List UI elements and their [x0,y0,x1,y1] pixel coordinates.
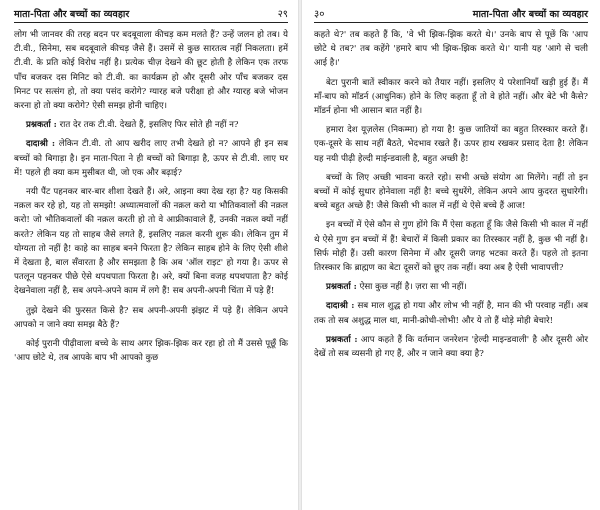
speaker-label: दादाश्री : [26,139,56,150]
left-page [0,0,298,510]
speaker-label: प्रश्नकर्ता : [326,282,357,293]
left-paragraph: नयी पैंट पहनकर बार-बार शीशा देखते हैं। अरे, आइना क्या देख रहा है? यह किसकी नक़ल कर रहे हो, यह तो समझो! अध्यात्मवालों की नक़ल करो या भौतिकवालों की नक़ल करो! जो भौतिकवालों की नक़ल करती हो तो वे आफ्रीकावाले हैं, उनकी नक़ल क्यों नहीं करते? लेकिन यह तो साहब जैसे लगते हैं, इसलिए नक़ल करनी शुरू की। लेकिन तुम में योग्यता तो नहीं है! काहे का साहब बनने फिरता है? लेकिन साहब होने के लिए ऐसी शीशे में देखता है, बाल सँवारता है और समझता है कि अब 'ऑल राइट' हो गया है। ऊपर से पतलून पहनकर पीछे ऐसे थपथपाता फिरता है। अरे, क्यों बिना वजह थपथपाता है? कोई देखनेवाला नहीं है, सब अपने-अपने काम में लगे हैं! सब अपनी-अपनी चिंता में पड़े हैं! [14,187,288,297]
left-paragraph: तुझे देखने की फुरसत किसे है? सब अपनी-अपनी झंझट में पड़े हैं। लेकिन अपने आपको न जाने क्या समझ बैठे हैं? [14,305,288,330]
left-paragraph: कोई पुरानी पीढ़ीवाला बच्चे के साथ अगर झिक-झिक कर रहा हो तो मैं उससे पूछूँ कि 'आप छोटे थे, तब आपके बाप भी आपको कुछ [14,339,288,364]
right-paragraph: दादाश्री : सब माल शुद्ध हो गया और लोभ भी नहीं है, मान की भी परवाह नहीं। अब तक तो सब अशुद्ध माल था, मानी-क्रोधी-लोभी! और ये तो हैं थोड़े मोही बेचारे! [314,301,588,326]
right-page [302,0,600,510]
left-paragraph: दादाश्री : लेकिन टी.वी. तो आप खरीद लाए तभी देखते हो न? आपने ही इन सब बच्चों को बिगाड़ा है। इन माता-पिता ने ही बच्चों को बिगाड़ा है, ऊपर से टी.वी. लाए घर में! पहले ही क्या कम मुसीबत थी, जो एक और बढ़ाई? [14,139,288,178]
left-paragraph: प्रश्नकर्ता : रात देर तक टी.वी. देखते हैं, इसलिए फिर सोते ही नहीं न? [26,120,239,131]
right-paragraph: प्रश्नकर्ता : आप कहते हैं कि वर्तमान जनरेशन 'हेल्दी माइन्डवाली' है और दूसरी ओर देखें तो सब व्यसनी हो गए हैं, और न जाने क्या क्या है? [314,334,588,360]
speaker-label: प्रश्नकर्ता : [26,120,57,131]
right-paragraph: बच्चों के लिए अच्छी भावना करते रहो। सभी अच्छे संयोग आ मिलेंगे। नहीं तो इन बच्चों में कोई सुधार होनेवाला नहीं है! बच्चे सुधरेंगे, लेकिन अपने आप कुदरत सुधारेगी। बच्चे बहुत अच्छे हैं! जैसे किसी भी काल में नहीं थे ऐसे बच्चे हैं आज! [314,172,588,212]
speaker-label: प्रश्नकर्ता : [326,334,358,345]
right-paragraph: हमारा देश यूज़लेस (निकम्मा) हो गया है! कुछ जातियों का बहुत तिरस्कार करते हैं। एक-दूसरे के साथ नहीं बैठते, भेदभाव रखते हैं। ऊपर हाथ रखकर प्रसाद देता है! लेकिन यह नयी पीढ़ी हेल्दी माईन्डवाली है, बहुत अच्छी है! [314,125,588,164]
left-paragraph: लोग भी जानवर की तरह बदन पर बदबूवाला कीचड़ कम मलते हैं? उन्हें जलन हो तब। ये टी.वी., सिनेमा, सब बदबूवाले कीचड़ जैसे हैं। उसमें से कुछ सारतत्व नहीं निकलता। हमें टी.वी. के प्रति कोई विरोध नहीं है। प्रत्येक चीज़ देखने की छूट होती है लेकिन एक तरफ पाँच बजकर दस मिनिट को टी.वी. का कार्यक्रम हो और दूसरी ओर पाँच बजकर दस मिनट पर सत्संग हो, तो क्या पसंद करोगे? ग्यारह बजे परीक्षा हो और ग्यारह बजे भोजन करना हो तो क्या करोगे? ऐसी समझ होनी चाहिए। [14,30,288,112]
right-page-header [314,6,588,23]
right-header-title: माता-पिता और बच्चों का व्यवहार [472,9,588,20]
speaker-label: दादाश्री : [326,301,355,312]
right-paragraph: कहते थे?' तब कहते हैं कि, 'वे भी झिक-झिक करते थे।' उनके बाप से पूछें कि 'आप छोटे थे तब?' तब कहेंगे 'हमारे बाप भी झिक-झिक करते थे।' यानी यह 'आगे से चली आई है।' [314,30,588,69]
right-page-number: ३० [314,9,325,20]
left-page-header [14,6,288,23]
right-paragraph: बेटा पुरानी बातें स्वीकार करने को तैयार नहीं। इसलिए ये परेशानियाँ खड़ी हुई हैं। मैं माँ-बाप को मॉडर्न (आधुनिक) होने के लिए कहता हूँ तो वे होते नहीं। और बेटे भी कैसे? मॉडर्न होना भी आसान बात नहीं है। [314,77,588,117]
right-paragraph: इन बच्चों में ऐसे कौन से गुण होंगे कि मैं ऐसा कहता हूँ कि जैसे किसी भी काल में नहीं थे ऐसे गुण इन बच्चों में हैं! बेचारों में किसी प्रकार का तिरस्कार नहीं है, कुछ भी नहीं है। सिर्फ मोही हैं। उसी कारण सिनेमा में और दूसरी जगह भटका करते हैं। पहले तो इतना तिरस्कार कि ब्राह्मण का बेटा दूसरों को छूए तक नहीं। क्या अब है ऐसी भावापत्ती? [314,220,588,274]
left-header-title: माता-पिता और बच्चों का व्यवहार [14,9,130,20]
left-page-number: २९ [277,9,288,20]
right-paragraph: प्रश्नकर्ता : ऐसा कुछ नहीं है। ज़रा सा भी नहीं। [326,282,467,293]
